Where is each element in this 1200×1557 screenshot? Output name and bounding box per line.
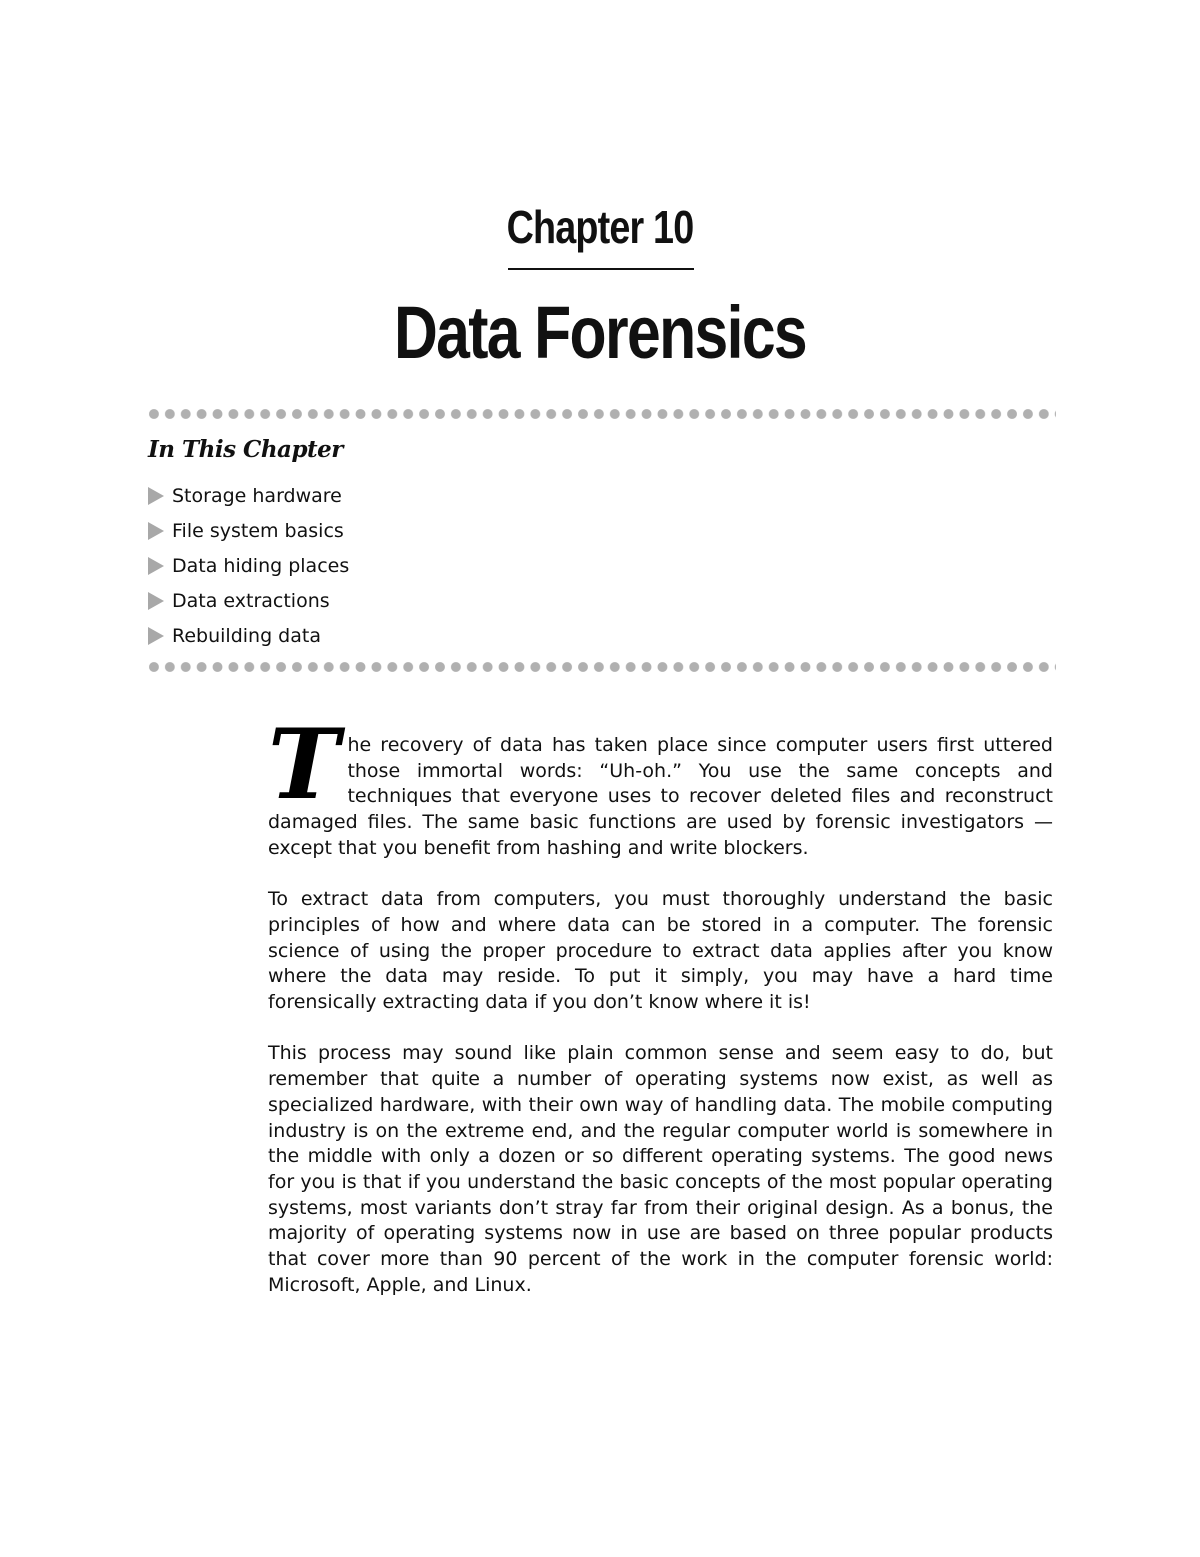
list-item [148, 583, 349, 618]
chapter-body [268, 705, 1053, 1324]
body-paragraph-1-text: he recovery of data has taken place since computer users first uttered those immortal words: “Uh-oh.” You use the same concepts and techniques that everyone uses to recover deleted files and reconstruct damaged files. The same basic functions are used by forensic investigators — except that you benefit from hashing and write blockers. [268, 734, 1053, 859]
triangle-bullet-icon [148, 557, 164, 575]
topic-label: Data extractions [172, 589, 330, 612]
body-paragraph-3: This process may sound like plain common sense and seem easy to do, but remember that quite a number of operating systems now exist, as well as specialized hardware, with their own way of handling data. The mobile computing industry is on the extreme end, and the regular computer world is somewhere in the middle with only a dozen or so different operating systems. The good news for you is that if you understand the basic concepts of the most popular operating systems, most variants don’t stray far from their original design. As a bonus, the majority of operating systems now in use are based on three popular products that cover more than 90 percent of the work in the computer forensic world: Microsoft, Apple, and Linux. [268, 1042, 1053, 1296]
topic-label: File system basics [172, 519, 344, 542]
body-paragraph-1 [268, 708, 1053, 862]
chapter-label: Chapter 10 [506, 201, 694, 253]
chapter-topics-list [148, 478, 349, 653]
list-item [148, 548, 349, 583]
triangle-bullet-icon [148, 487, 164, 505]
drop-cap: T [268, 708, 340, 821]
triangle-bullet-icon [148, 592, 164, 610]
topic-label: Rebuilding data [172, 624, 321, 647]
chapter-underline [508, 268, 694, 270]
list-item [148, 478, 349, 513]
topic-label: Data hiding places [172, 554, 350, 577]
body-paragraph-2: To extract data from computers, you must thoroughly understand the basic principles of how and where data can be stored in a computer. The forensic science of using the proper procedure to extract data applies after you know where the data may reside. To put it simply, you may have a hard time forensically extracting data if you don’t know where it is! [268, 888, 1053, 1014]
dotted-divider-bottom [146, 661, 1056, 673]
in-this-chapter-heading: In This Chapter [148, 436, 343, 463]
triangle-bullet-icon [148, 627, 164, 645]
list-item [148, 513, 349, 548]
dotted-divider-top [146, 408, 1056, 420]
chapter-title: Data Forensics [393, 291, 807, 374]
triangle-bullet-icon [148, 522, 164, 540]
topic-label: Storage hardware [172, 484, 342, 507]
list-item [148, 618, 349, 653]
